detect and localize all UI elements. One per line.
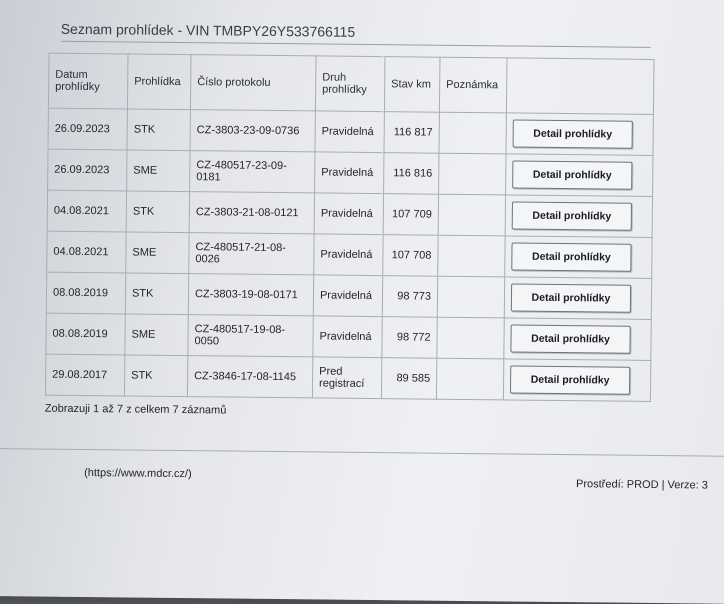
cell-kind: Pravidelná [313,316,382,358]
cell-note [439,112,506,154]
cell-note [437,276,504,318]
cell-km: 116 817 [384,112,439,154]
cell-inspection: STK [125,273,188,315]
cell-protocol: CZ-3803-23-09-0736 [190,110,315,152]
detail-button[interactable]: Detail prohlídky [513,119,633,148]
cell-date: 08.08.2019 [46,313,125,355]
cell-date: 04.08.2021 [47,190,126,232]
table-row [46,313,651,360]
detail-button[interactable]: Detail prohlídky [510,365,630,394]
detail-button[interactable]: Detail prohlídky [512,160,632,189]
cell-date: 08.08.2019 [46,272,125,314]
records-summary: Zobrazuji 1 až 7 z celkem 7 záznamů [44,402,227,417]
cell-protocol: CZ-3803-21-08-0121 [189,192,314,234]
cell-kind: Pravidelná [314,193,383,235]
cell-action [506,113,653,156]
column-header-date: Datum prohlídky [48,53,128,109]
detail-button[interactable]: Detail prohlídky [511,283,631,312]
cell-action [506,154,653,197]
detail-button[interactable]: Detail prohlídky [510,324,630,353]
table-row [48,149,653,196]
cell-date: 29.08.2017 [45,354,124,396]
cell-km: 89 585 [381,358,436,400]
column-header-kind: Druh prohlídky [315,56,385,112]
cell-note [438,194,505,236]
table-row [47,231,652,278]
cell-protocol: CZ-480517-21-08-0026 [189,233,314,275]
cell-kind: Pred registrací [312,357,381,399]
table-row [47,190,652,237]
cell-note [436,358,503,400]
column-header-inspection: Prohlídka [127,54,191,110]
cell-km: 98 772 [382,317,437,359]
cell-note [437,317,504,359]
table-row [48,108,653,155]
cell-kind: Pravidelná [315,152,384,194]
detail-button[interactable]: Detail prohlídky [512,201,632,230]
cell-action [503,359,650,402]
cell-protocol: CZ-3803-19-08-0171 [188,274,313,316]
cell-kind: Pravidelná [313,275,382,317]
inspections-table [45,53,655,402]
cell-inspection: STK [126,191,189,233]
column-header-note: Poznámka [439,57,507,113]
column-header-km: Stav km [384,57,440,113]
cell-date: 26.09.2023 [48,108,127,150]
page-title: Seznam prohlídek - VIN TMBPY26Y533766115 [61,21,651,48]
table-header-row [48,53,654,114]
cell-date: 04.08.2021 [47,231,126,273]
cell-protocol: CZ-480517-23-09-0181 [190,151,315,193]
cell-action [505,236,652,279]
cell-action [505,195,652,238]
cell-action [504,318,651,361]
cell-km: 107 709 [383,194,438,236]
cell-km: 116 816 [384,153,439,195]
cell-action [504,277,651,320]
detail-button[interactable]: Detail prohlídky [511,242,631,271]
cell-inspection: STK [124,355,187,397]
table-row [45,354,650,401]
cell-km: 107 708 [383,235,438,277]
cell-protocol: CZ-3846-17-08-1145 [187,356,312,398]
cell-km: 98 773 [382,276,437,318]
footer-divider [0,448,724,457]
cell-inspection: SME [125,314,188,356]
cell-inspection: SME [127,150,190,192]
footer-environment: Prostředí: PROD | Verze: 3 [575,478,708,492]
column-header-protocol: Číslo protokolu [190,55,316,111]
cell-kind: Pravidelná [314,234,383,276]
cell-inspection: SME [126,232,189,274]
cell-note [439,153,506,195]
cell-kind: Pravidelná [315,111,384,153]
column-header-action [506,58,654,115]
cell-note [438,235,505,277]
cell-protocol: CZ-480517-19-08-0050 [188,315,313,357]
cell-inspection: STK [127,109,190,151]
footer-link[interactable]: (https://www.mdcr.cz/) [84,467,192,481]
cell-date: 26.09.2023 [48,149,127,191]
table-row [46,272,651,319]
